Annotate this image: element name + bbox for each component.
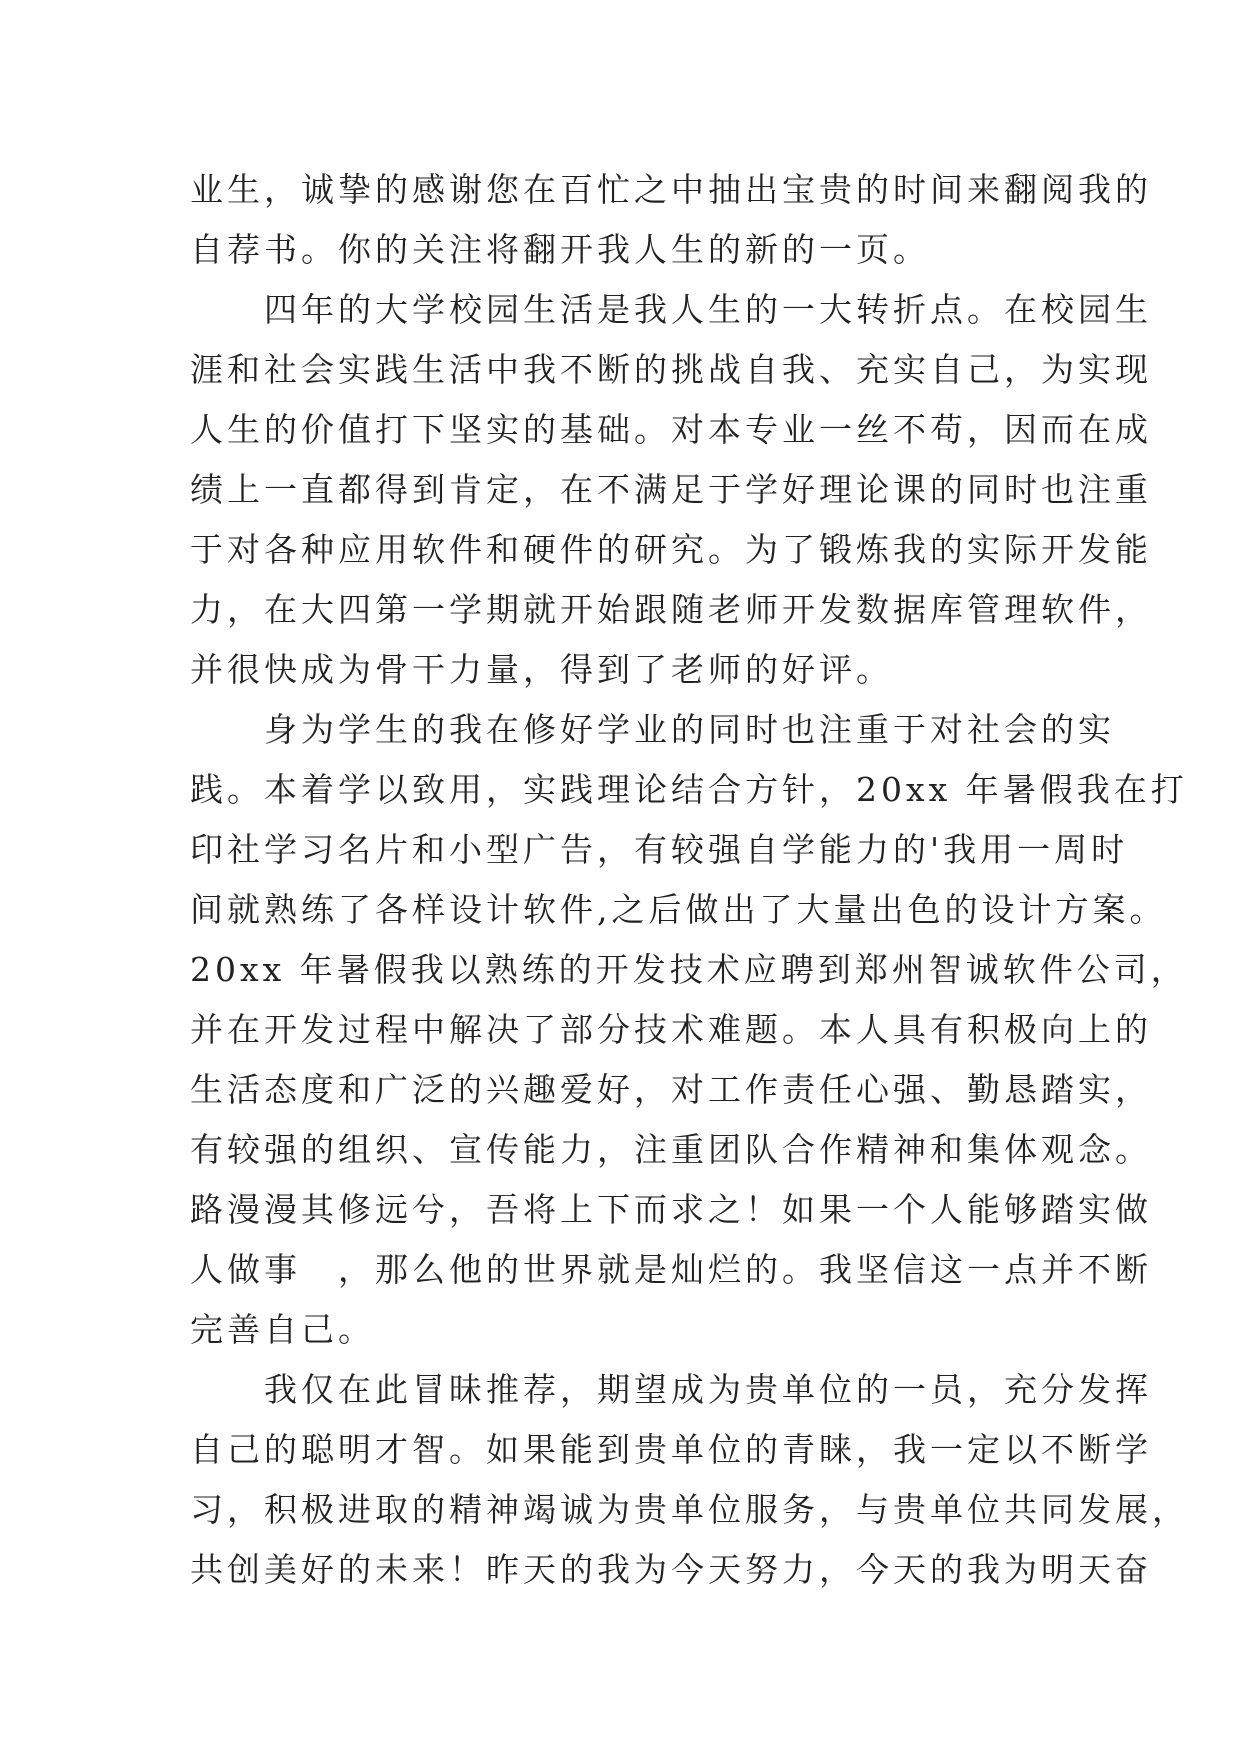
text-line: 身为学生的我在修好学业的同时也注重于对社会的实: [190, 710, 1115, 749]
text-line: 绩上一直都得到肯定，在不满足于学好理论课的同时也注重: [190, 470, 1152, 509]
text-line: 践。本着学以致用，实践理论结合方针，20xx 年暑假我在打: [190, 770, 1188, 809]
text-line: 路漫漫其修远兮，吾将上下而求之！如果一个人能够踏实做: [190, 1190, 1152, 1229]
text-line: 并很快成为骨干力量，得到了老师的好评。: [190, 650, 893, 689]
text-line: 业生，诚挚的感谢您在百忙之中抽出宝贵的时间来翻阅我的: [190, 170, 1152, 209]
text-line: 生活态度和广泛的兴趣爱好，对工作责任心强、勤恳踏实，: [190, 1070, 1152, 1109]
text-line: 并在开发过程中解决了部分技术难题。本人具有积极向上的: [190, 1010, 1152, 1049]
text-line: 力，在大四第一学期就开始跟随老师开发数据库管理软件，: [190, 590, 1152, 629]
text-line: 20xx 年暑假我以熟练的开发技术应聘到郑州智诚软件公司，: [190, 950, 1188, 989]
text-line: 人生的价值打下坚实的基础。对本专业一丝不苟，因而在成: [190, 410, 1152, 449]
text-line: 涯和社会实践生活中我不断的挑战自我、充实自己，为实现: [190, 350, 1152, 389]
text-line: 人做事 ，那么他的世界就是灿烂的。我坚信这一点并不断: [190, 1250, 1152, 1289]
text-line: 自己的聪明才智。如果能到贵单位的青睐，我一定以不断学: [190, 1430, 1152, 1469]
text-line: 我仅在此冒昧推荐，期望成为贵单位的一员，充分发挥: [190, 1370, 1152, 1409]
text-line: 于对各种应用软件和硬件的研究。为了锻炼我的实际开发能: [190, 530, 1152, 569]
text-line: 间就熟练了各样设计软件,之后做出了大量出色的设计方案。: [190, 890, 1167, 929]
document-body: [190, 160, 1189, 1600]
text-line: 四年的大学校园生活是我人生的一大转折点。在校园生: [190, 290, 1152, 329]
text-line: 有较强的组织、宣传能力，注重团队合作精神和集体观念。: [190, 1130, 1152, 1169]
text-line: 自荐书。你的关注将翻开我人生的新的一页。: [190, 230, 930, 269]
text-line: 共创美好的未来！昨天的我为今天努力，今天的我为明天奋: [190, 1550, 1152, 1589]
text-line: 完善自己。: [190, 1310, 375, 1349]
text-line: 印社学习名片和小型广告，有较强自学能力的'我用一周时: [190, 830, 1129, 869]
text-line: 习，积极进取的精神竭诚为贵单位服务，与贵单位共同发展，: [190, 1490, 1189, 1529]
